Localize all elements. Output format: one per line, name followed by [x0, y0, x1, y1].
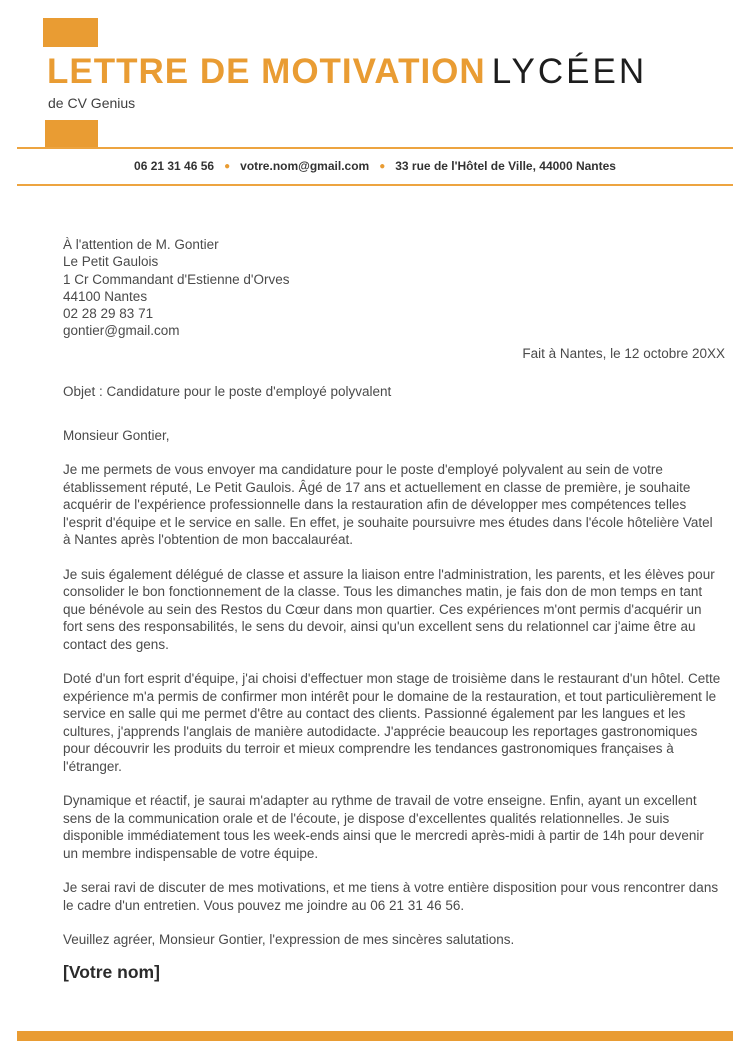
recipient-attention-line: À l'attention de M. Gontier [63, 237, 219, 252]
closing-line: Veuillez agréer, Monsieur Gontier, l'expression de mes sincères salutations. [63, 932, 515, 948]
recipient-company: Le Petit Gaulois [63, 254, 159, 270]
header-accent-square-bottom [45, 120, 98, 149]
contact-phone: 06 21 31 46 56 [134, 159, 215, 173]
title-main: LETTRE DE MOTIVATION [47, 52, 486, 91]
brand-subtitle: de CV Genius [48, 95, 136, 111]
letter-body [63, 186, 725, 982]
recipient-phone: 02 28 29 83 71 [63, 306, 154, 322]
recipient-street: 1 Cr Commandant d'Estienne d'Orves [63, 271, 290, 287]
paragraph-availability: Dynamique et réactif, je saurai m'adapter au rythme de travail de votre enseigne. Enfin, ayant un excellent sens de la communication orale et de l'écoute, je dispose d'excellentes qualités relationnelles. Je suis disponible immédiatement tous les week-ends ainsi que le mercredi après-midi à partir de 14h pour devenir un membre indispensable de votre équipe. [63, 793, 704, 861]
header-divider-top [17, 147, 733, 149]
salutation: Monsieur Gontier, [63, 427, 170, 443]
recipient-block [63, 236, 721, 340]
contact-email: votre.nom@gmail.com [240, 159, 370, 173]
signature-placeholder: [Votre nom] [63, 961, 160, 982]
date-line: Fait à Nantes, le 12 octobre 20XX [522, 345, 725, 361]
bullet-separator-icon: ● [379, 161, 386, 172]
subject-line: Objet : Candidature pour le poste d'employé polyvalent [63, 384, 392, 400]
title-secondary: LYCÉEN [491, 52, 648, 91]
paragraph-interview-request: Je serai ravi de discuter de mes motivations, et me tiens à votre entière disposition pour vous rencontrer dans le cadre d'un entretien. Vous pouvez me joindre au 06 21 31 46 56. [63, 880, 719, 913]
page-title [47, 52, 737, 92]
paragraph-experience: Je suis également délégué de classe et assure la liaison entre l'administration, les parents, et les élèves pour consolider le bon fonctionnement de la classe. Tous les dimanches matin, je fais don de mon temps en tant que bénévole au sein des Restos du Cœur dans mon quartier. Ces expériences m'ont permis d'acquérir un fort sens des responsabilités, le sens du devoir, ainsi qu'un excellent sens du relationnel car j'aime être au contact des gens. [63, 566, 715, 652]
recipient-city: 44100 Nantes [63, 288, 148, 304]
header-accent-square-top [43, 18, 98, 47]
footer-accent-bar [17, 1031, 733, 1041]
recipient-email: gontier@gmail.com [63, 323, 180, 339]
contact-bar [0, 159, 750, 173]
bullet-separator-icon: ● [224, 161, 231, 172]
contact-address: 33 rue de l'Hôtel de Ville, 44000 Nantes [395, 159, 616, 173]
paragraph-introduction: Je me permets de vous envoyer ma candidature pour le poste d'employé polyvalent au sein de votre établissement réputé, Le Petit Gaulois. Âgé de 17 ans et actuellement en classe de première, je souhaite acquérir de l'expérience professionnelle dans la restauration afin de développer mes compétences telles l'esprit d'équipe et le service en salle. En effet, je souhaite poursuivre mes études dans l'école hôtelière Vatel à Nantes après l'obtention de mon baccalauréat. [63, 462, 713, 548]
paragraph-internship: Doté d'un fort esprit d'équipe, j'ai choisi d'effectuer mon stage de troisième dans le restaurant d'un hôtel. Cette expérience m'a permis de confirmer mon intérêt pour le domaine de la restauration, et tout particulièrement le service en salle qui me permet d'être au contact des clients. Passionné également par les langues et les cultures, j'apprends l'anglais de manière autodidacte. J'apprécie beaucoup les reportages gastronomiques pour découvrir les produits du terroir et mieux comprendre les tendances gastronomiques françaises à l'étranger. [63, 671, 721, 774]
